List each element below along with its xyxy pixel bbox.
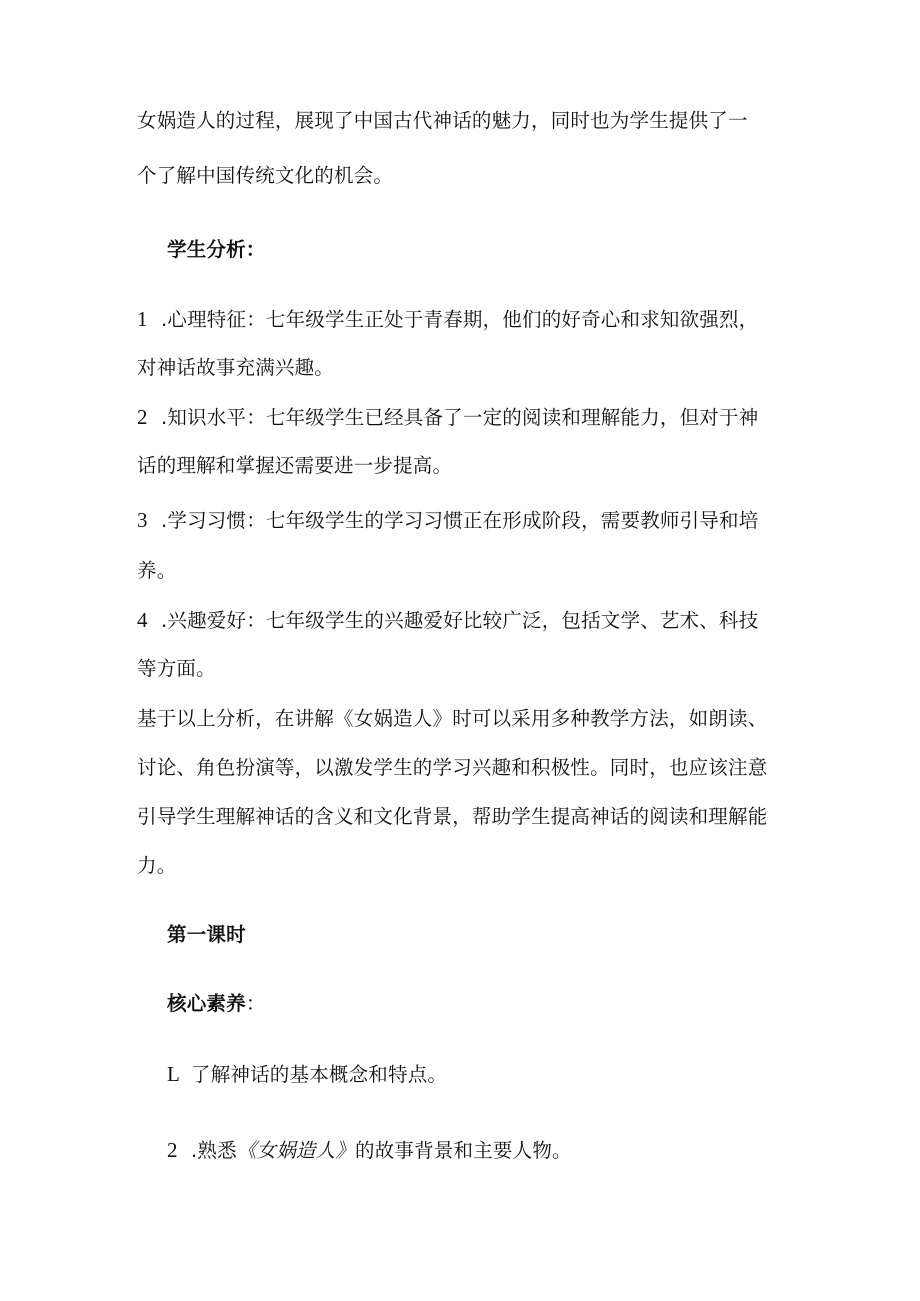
student-analysis-heading: 学生分析： — [167, 238, 266, 261]
point-prefix: .熟悉 — [191, 1139, 237, 1162]
summary-line-3: 引导学生理解神话的含义和文化背景，帮助学生提高神话的阅读和理解能 — [137, 805, 768, 828]
analysis-item-1-line-1 — [137, 305, 758, 334]
analysis-item-1-line-2: 对神话故事充满兴趣。 — [137, 356, 335, 379]
analysis-item-4-line-2: 等方面。 — [137, 657, 216, 680]
analysis-item-2-line-2: 话的理解和掌握还需要进一步提高。 — [137, 454, 453, 477]
item-number: 2 — [137, 405, 148, 429]
summary-line-2: 讨论、角色扮演等，以激发学生的学习兴趣和积极性。同时，也应该注意 — [137, 756, 768, 779]
point-number: L — [167, 1062, 181, 1086]
point-text: 了解神话的基本概念和特点。 — [191, 1063, 448, 1086]
point-number: 2 — [167, 1138, 178, 1162]
lesson-one-heading: 第一课时 — [167, 923, 246, 946]
item-text: .学习习惯：七年级学生的学习习惯正在形成阶段，需要教师引导和培 — [161, 509, 759, 532]
point-suffix: 的故事背景和主要人物。 — [355, 1139, 572, 1162]
summary-line-4: 力。 — [137, 854, 177, 877]
core-literacy-colon: ： — [245, 992, 266, 1015]
item-number: 3 — [137, 508, 148, 532]
core-literacy-heading: 核心素养 — [167, 992, 246, 1015]
analysis-item-2-line-1 — [137, 403, 758, 432]
item-text: .知识水平：七年级学生已经具备了一定的阅读和理解能力，但对于神 — [161, 406, 759, 429]
analysis-item-3-line-2: 养。 — [137, 559, 177, 582]
core-point-2 — [167, 1136, 572, 1165]
core-literacy-heading-line — [167, 990, 266, 1018]
item-text: .兴趣爱好：七年级学生的兴趣爱好比较广泛，包括文学、艺术、科技 — [161, 609, 759, 632]
item-text: .心理特征：七年级学生正处于青春期，他们的好奇心和求知欲强烈， — [161, 308, 759, 331]
summary-line-1: 基于以上分析，在讲解《女娲造人》时可以采用多种教学方法，如朗读、 — [137, 707, 768, 730]
intro-line-1: 女娲造人的过程，展现了中国古代神话的魅力，同时也为学生提供了一 — [137, 109, 748, 132]
story-title: 《女娲造人》 — [236, 1139, 356, 1162]
core-point-1 — [167, 1060, 447, 1089]
analysis-item-3-line-1 — [137, 506, 758, 535]
analysis-item-4-line-1 — [137, 606, 758, 635]
item-number: 4 — [137, 608, 148, 632]
item-number: 1 — [137, 307, 148, 331]
intro-line-2: 个了解中国传统文化的机会。 — [137, 164, 394, 187]
